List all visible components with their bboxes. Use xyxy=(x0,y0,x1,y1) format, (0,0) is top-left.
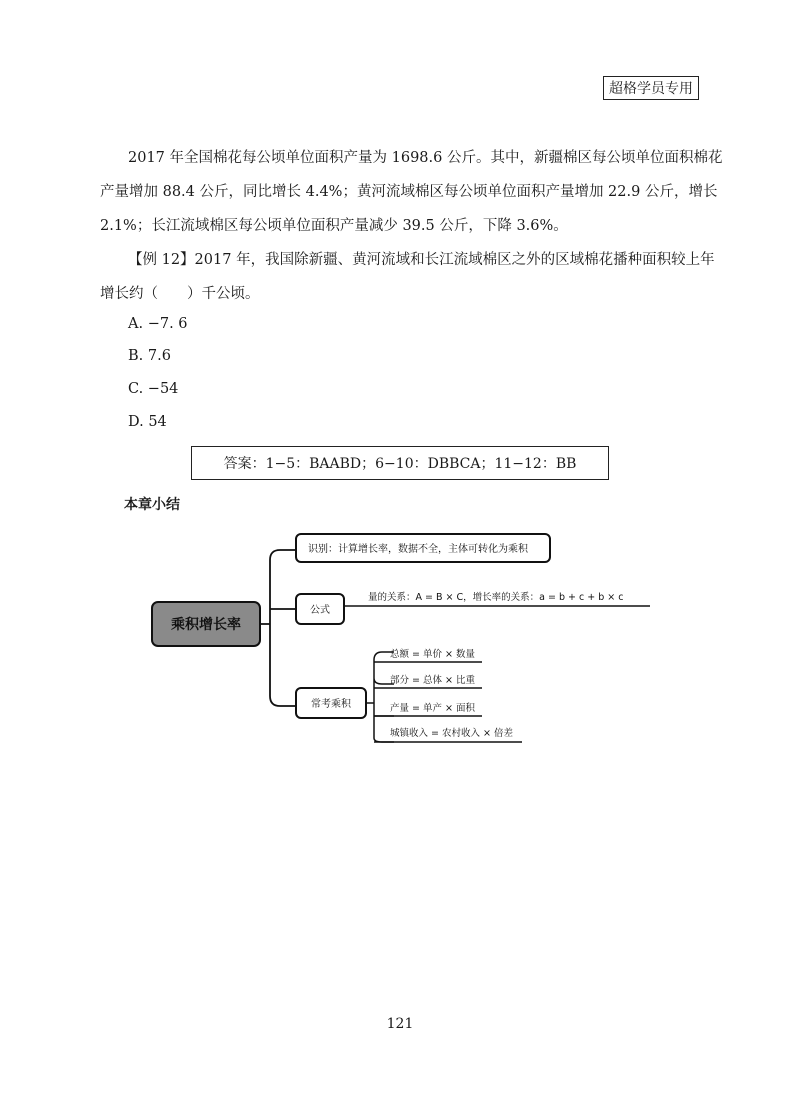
mind-map xyxy=(140,520,660,750)
mindmap-branch-common-label: 常考乘积 xyxy=(311,699,351,710)
page-number: 121 xyxy=(386,1016,414,1032)
passage-line-1: 2017 年全国棉花每公顷单位面积产量为 1698.6 公斤。其中，新疆棉区每公顷单位面积棉花 xyxy=(128,150,723,166)
option-c: C. −54 xyxy=(128,381,179,397)
mindmap-connector xyxy=(260,550,296,706)
passage-line-3: 2.1%；长江流域棉区每公顷单位面积产量减少 39.5 公斤，下降 3.6%。 xyxy=(100,218,568,234)
section-title: 本章小结 xyxy=(124,497,180,513)
mindmap-item-2: 部分 = 总体 × 比重 xyxy=(390,675,475,686)
mindmap-formula-text: 量的关系：A = B × C，增长率的关系：a = b + c + b × c xyxy=(368,592,624,603)
answer-box xyxy=(191,446,609,480)
mindmap-branch-formula-label: 公式 xyxy=(310,605,330,616)
question-line-1: 【例 12】2017 年，我国除新疆、黄河流域和长江流域棉区之外的区域棉花播种面积较上年 xyxy=(128,252,715,268)
option-d: D. 54 xyxy=(128,414,167,430)
option-a: A. −7. 6 xyxy=(128,316,188,332)
mindmap-item-4: 城镇收入 = 农村收入 × 倍差 xyxy=(390,728,513,739)
answer-text: 答案：1−5：BAABD；6−10：DBBCA；11−12：BB xyxy=(223,456,577,472)
option-b: B. 7.6 xyxy=(128,348,171,364)
passage-line-2: 产量增加 88.4 公斤，同比增长 4.4%；黄河流域棉区每公顷单位面积产量增加 22.9 公斤，增长 xyxy=(100,184,718,200)
mindmap-item-3: 产量 = 单产 × 面积 xyxy=(390,703,475,714)
mindmap-branch-identify-label: 识别：计算增长率，数据不全，主体可转化为乘积 xyxy=(308,544,528,555)
mindmap-root-label: 乘积增长率 xyxy=(171,617,241,633)
student-only-badge: 超格学员专用 xyxy=(603,76,699,100)
question-line-2: 增长约（ ）千公顷。 xyxy=(100,286,260,302)
mindmap-item-1: 总额 = 单价 × 数量 xyxy=(390,649,475,660)
